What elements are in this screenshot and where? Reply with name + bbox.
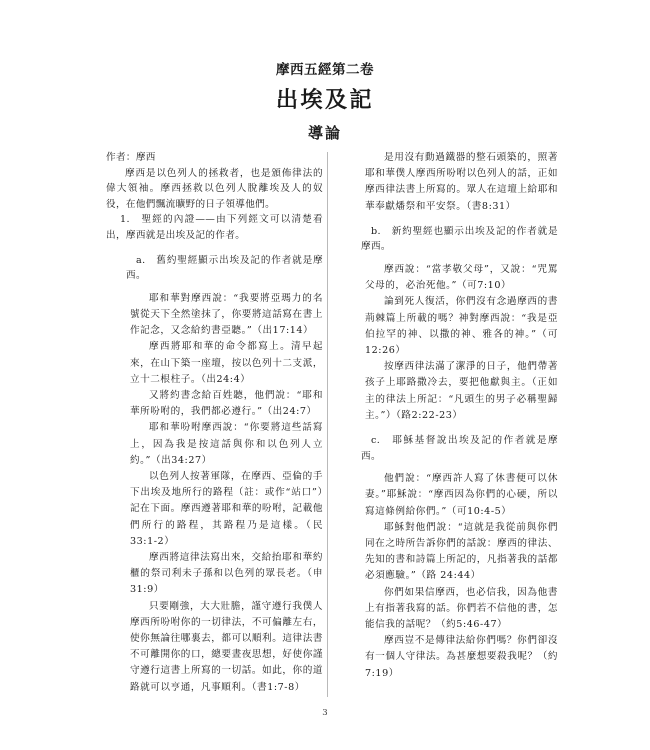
scripture-quote: 摩西說：“當孝敬父母”，又說：“咒罵父母的，必治死他。”（可7:10） (365, 264, 558, 292)
outline-point-a: a. 舊約聖經顯示出埃及記的作者就是摩西。 (126, 254, 323, 282)
page-number: 3 (322, 708, 328, 718)
outline-point-b: b. 新約聖經也顯示出埃及記的作者就是摩西。 (361, 225, 558, 253)
scripture-quote: 耶和華吩咐摩西說：“你要將這些話寫上，因為我是按這話與你和以色列人立約。”（出34:27） (130, 422, 323, 466)
scripture-quote: 論到死人復活，你們沒有念過摩西的書荊棘篇上所載的嗎？神對摩西說：“我是亞伯拉罕的神、以撒的神、雅各的神。”（可12:26） (365, 296, 558, 357)
scripture-quote: 只要剛強，大大壯膽，謹守遵行我僕人摩西所吩咐你的一切律法，不可偏離左右，使你無論往哪裏去，都可以順利。這律法書不可離開你的口，總要晝夜思想，好使你謹守遵行這書上所寫的一切話。如此，你的道路就可以亨通，凡事順利。（書1:7-8） (130, 600, 323, 693)
author-heading: 作者：摩西 (106, 152, 156, 163)
outline-point-c: c. 耶穌基督說出埃及記的作者就是摩西。 (361, 435, 558, 462)
scripture-quote: 你們如果信摩西，也必信我，因為他書上有指著我寫的話。你們若不信他的書，怎能信我的話呢？（約5:46-47） (365, 586, 558, 631)
scripture-quote: 以色列人按著軍隊，在摩西、亞倫的手下出埃及地所行的路程（註：或作“站口”）記在下面。摩西遵著耶和華的吩咐，記載他們所行的路程，其路程乃是這樣。（民33:1-2） (130, 470, 323, 547)
body-columns (0, 150, 650, 698)
scripture-quote: 按摩西律法滿了潔淨的日子，他們帶著孩子上耶路撒冷去，要把他獻與主。（正如主的律法上所記：“凡頭生的男子必稱聖歸主。”）（路2:22-23） (365, 361, 558, 421)
scripture-quote: 耶和華對摩西說：“我要將亞瑪力的名號從天下全然塗抹了，你要將這話寫在書上作記念，又念給約書亞聽。”（出17:14） (130, 292, 323, 337)
scripture-quote: 摩西豈不是傳律法給你們嗎？你們卻沒有一個人守律法。為甚麼想要殺我呢？（約7:19） (365, 635, 558, 679)
scripture-quote-continued: 是用沒有動過鐵器的整石頭築的，照著耶和華僕人摩西所吩咐以色列人的話，正如摩西律法書上所寫的。眾人在這壇上給耶和華奉獻燔祭和平安祭。（書8:31） (365, 152, 558, 212)
section-title: 導論 (307, 123, 342, 142)
outline-point-1: 1. 聖經的內證——由下列經文可以清楚看出，摩西就是出埃及記的作者。 (106, 214, 323, 241)
left-column (106, 150, 323, 698)
right-column (341, 150, 558, 698)
scripture-quote: 耶穌對他們說：“這就是我從前與你們同在之時所告訴你們的話說：摩西的律法、先知的書和詩篇上所記的，凡指著我的話都必須應驗。”（路 24:44） (365, 521, 558, 582)
masthead (0, 62, 650, 142)
scripture-quote: 摩西將這律法寫出來，交給抬耶和華約櫃的祭司利未子孫和以色列的眾長老。（申31:9） (130, 552, 323, 596)
scripture-quote: 又將約書念給百姓聽，他們說：“耶和華所吩咐的，我們都必遵行。”（出24:7） (130, 389, 323, 418)
column-divider (327, 152, 328, 697)
scripture-quote: 他們說：“摩西許人寫了休書便可以休妻。”耶穌說：“摩西因為你們的心硬，所以寫這條例給你們。”（可10:4-5） (365, 473, 558, 517)
series-line: 摩西五經第二卷 (276, 62, 374, 78)
intro-paragraph: 摩西是以色列人的拯救者，也是頒佈律法的偉大領袖。摩西拯救以色列人脫離埃及人的奴役，在他們飄流曠野的日子領導他們。 (106, 167, 323, 210)
book-title: 出埃及記 (275, 87, 374, 114)
scripture-quote: 摩西將耶和華的命令都寫上。清早起來，在山下築一座壇，按以色列十二支派，立十二根柱子。（出24:4） (130, 341, 323, 385)
